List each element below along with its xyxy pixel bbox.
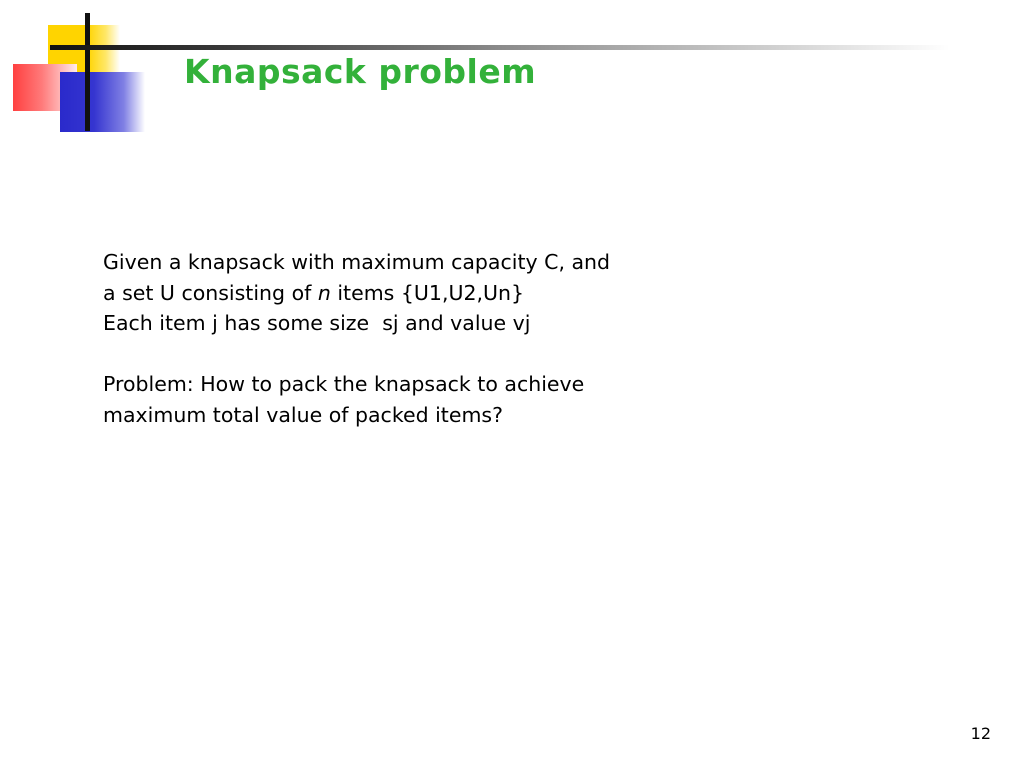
body-line-1: Given a knapsack with maximum capacity C, and bbox=[103, 250, 611, 274]
body-line-4: Problem: How to pack the knapsack to achieve bbox=[103, 372, 585, 396]
body-line-2-end: items {U1,U2,Un} bbox=[330, 280, 525, 305]
body-line-2-italic: n bbox=[317, 280, 331, 305]
logo-vertical-bar bbox=[85, 13, 90, 131]
body-spacer bbox=[103, 339, 610, 370]
logo-blue-square bbox=[60, 72, 145, 132]
body-line-2 bbox=[103, 278, 610, 309]
page-number: 12 bbox=[970, 724, 991, 743]
slide-title: Knapsack problem bbox=[184, 52, 537, 91]
slide-logo bbox=[0, 0, 160, 140]
body-line-2-start: a set U consisting of bbox=[103, 280, 318, 305]
body-line-3: Each item j has some size sj and value vj bbox=[103, 311, 531, 335]
header-rule bbox=[50, 45, 950, 50]
slide-body bbox=[103, 247, 610, 430]
body-line-5: maximum total value of packed items? bbox=[103, 402, 503, 427]
